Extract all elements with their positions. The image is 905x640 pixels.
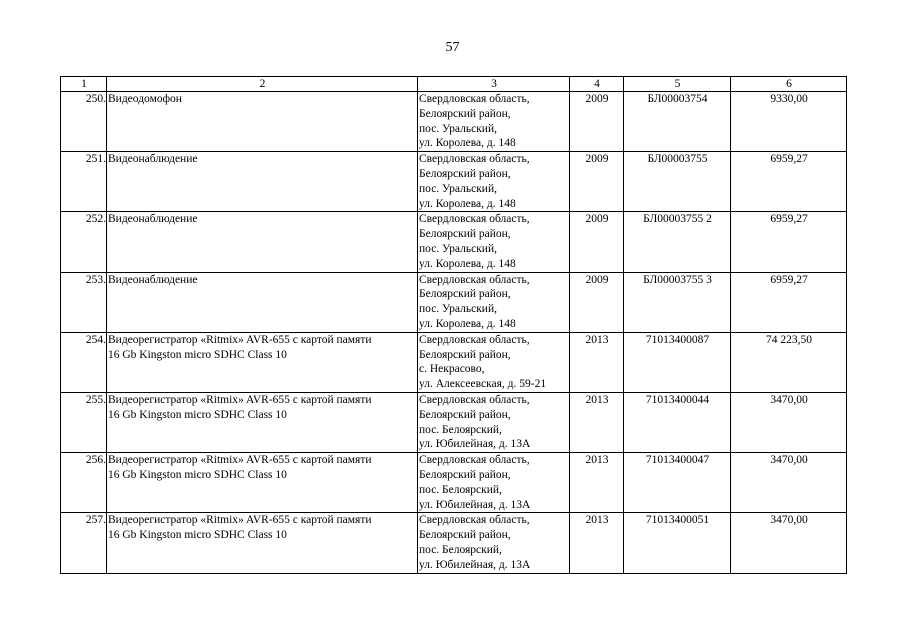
cost-cell: [731, 92, 847, 152]
item-name-cell: [107, 152, 418, 212]
year-cell: [570, 212, 624, 272]
item-name-cell: [107, 212, 418, 272]
table-row: [61, 332, 847, 392]
item-name-cell-text: 16 Gb Kingston micro SDHC Class 10: [108, 468, 287, 481]
address-cell-text: ул. Юбилейная, д. 13А: [419, 498, 531, 511]
address-cell-text: Свердловская область,: [419, 514, 530, 527]
year-cell-text: 2009: [585, 213, 609, 226]
item-name-cell: [107, 453, 418, 513]
cost-cell-text: 6959,27: [770, 153, 808, 166]
column-header: 5: [624, 77, 731, 92]
table-row: [61, 453, 847, 513]
address-cell-text: Свердловская область,: [419, 454, 530, 467]
cost-cell-text: 6959,27: [770, 273, 808, 286]
inventory-number-cell: [624, 92, 731, 152]
year-cell-text: 2013: [585, 514, 609, 527]
table-row: [61, 513, 847, 573]
row-number-cell: [61, 272, 107, 332]
address-cell-text: Белоярский район,: [419, 468, 511, 481]
row-number-cell-text: 250.: [85, 93, 106, 105]
item-name-cell-text: 16 Gb Kingston micro SDHC Class 10: [108, 408, 287, 421]
row-number-cell-text: 257.: [85, 514, 106, 527]
table-row: [61, 92, 847, 152]
header-row: [61, 77, 847, 92]
year-cell-text: 2009: [585, 273, 609, 286]
item-name-cell-text: Видеонаблюдение: [108, 213, 198, 226]
item-name-cell-text: Видеорегистратор «Ritmix» AVR-655 с картой памяти: [108, 393, 372, 406]
address-cell-text: Белоярский район,: [419, 529, 511, 542]
cost-cell: [731, 152, 847, 212]
inventory-number-cell-text: 71013400051: [645, 514, 710, 527]
address-cell-text: с. Некрасово,: [419, 363, 485, 376]
address-cell-text: ул. Алексеевская, д. 59-21: [419, 378, 547, 391]
row-number-cell-text: 253.: [85, 273, 106, 286]
year-cell: [570, 332, 624, 392]
row-number-cell: [61, 332, 107, 392]
address-cell-text: ул. Королева, д. 148: [419, 317, 516, 330]
item-name-cell-text: 16 Gb Kingston micro SDHC Class 10: [108, 348, 287, 361]
table-row: [61, 392, 847, 452]
address-cell-text: пос. Уральский,: [419, 242, 497, 255]
column-header: 4: [570, 77, 624, 92]
inventory-number-cell: [624, 152, 731, 212]
address-cell: [418, 513, 570, 573]
item-name-cell: [107, 513, 418, 573]
inventory-number-cell: [624, 453, 731, 513]
inventory-number-cell: [624, 272, 731, 332]
year-cell: [570, 152, 624, 212]
cost-cell-text: 3470,00: [770, 454, 808, 467]
inventory-number-cell: [624, 332, 731, 392]
address-cell-text: пос. Уральский,: [419, 303, 497, 316]
inventory-number-cell-text: БЛ00003755 2: [643, 213, 712, 226]
address-cell-text: пос. Уральский,: [419, 182, 497, 195]
cost-cell-text: 3470,00: [770, 393, 808, 406]
address-cell: [418, 212, 570, 272]
year-cell: [570, 513, 624, 573]
year-cell-text: 2013: [585, 333, 609, 346]
item-name-cell-text: Видеодомофон: [108, 93, 182, 105]
year-cell-text: 2009: [585, 93, 609, 105]
address-cell-text: Белоярский район,: [419, 348, 511, 361]
row-number-cell: [61, 92, 107, 152]
column-header: 1: [61, 77, 107, 92]
cost-cell-text: 74 223,50: [766, 333, 812, 346]
address-cell-text: ул. Королева, д. 148: [419, 137, 516, 150]
page-number: 57: [445, 40, 460, 55]
item-name-cell-text: Видеонаблюдение: [108, 273, 198, 286]
address-cell: [418, 92, 570, 152]
year-cell: [570, 453, 624, 513]
row-number-cell: [61, 212, 107, 272]
address-cell: [418, 453, 570, 513]
row-number-cell-text: 252.: [85, 213, 106, 226]
inventory-number-cell-text: 71013400087: [645, 333, 710, 346]
column-header: 6: [731, 77, 847, 92]
table-row: [61, 152, 847, 212]
inventory-number-cell-text: 71013400044: [645, 393, 710, 406]
address-cell-text: ул. Королева, д. 148: [419, 197, 516, 210]
table-row: [61, 272, 847, 332]
row-number-cell-text: 255.: [85, 393, 106, 406]
item-name-cell-text: 16 Gb Kingston micro SDHC Class 10: [108, 529, 287, 542]
inventory-number-cell-text: БЛ00003754: [647, 93, 708, 105]
address-cell-text: Белоярский район,: [419, 107, 511, 120]
address-cell-text: Свердловская область,: [419, 213, 530, 226]
inventory-number-cell-text: 71013400047: [645, 454, 710, 467]
inventory-number-cell-text: БЛ00003755 3: [643, 273, 712, 286]
table-row: [61, 212, 847, 272]
address-cell-text: Свердловская область,: [419, 393, 530, 406]
item-name-cell: [107, 272, 418, 332]
address-cell-text: Белоярский район,: [419, 408, 511, 421]
address-cell-text: пос. Белоярский,: [419, 543, 502, 556]
inventory-number-cell: [624, 212, 731, 272]
row-number-cell: [61, 453, 107, 513]
cost-cell: [731, 332, 847, 392]
address-cell-text: ул. Юбилейная, д. 13А: [419, 438, 531, 451]
column-header: 2: [107, 77, 418, 92]
item-name-cell: [107, 392, 418, 452]
row-number-cell-text: 251.: [85, 153, 106, 166]
address-cell-text: Свердловская область,: [419, 273, 530, 286]
cost-cell: [731, 453, 847, 513]
address-cell: [418, 272, 570, 332]
row-number-cell: [61, 152, 107, 212]
inventory-number-cell: [624, 392, 731, 452]
address-cell-text: ул. Юбилейная, д. 13А: [419, 558, 531, 571]
row-number-cell-text: 256.: [85, 454, 106, 467]
year-cell: [570, 392, 624, 452]
cost-cell-text: 9330,00: [770, 93, 808, 105]
year-cell: [570, 272, 624, 332]
address-cell-text: Свердловская область,: [419, 333, 530, 346]
cost-cell: [731, 212, 847, 272]
item-name-cell-text: Видеорегистратор «Ritmix» AVR-655 с картой памяти: [108, 514, 372, 527]
item-name-cell-text: Видеонаблюдение: [108, 153, 198, 166]
address-cell: [418, 152, 570, 212]
row-number-cell: [61, 513, 107, 573]
address-cell-text: Белоярский район,: [419, 167, 511, 180]
row-number-cell-text: 254.: [85, 333, 106, 346]
item-name-cell: [107, 92, 418, 152]
address-cell-text: пос. Белоярский,: [419, 483, 502, 496]
address-cell-text: Белоярский район,: [419, 228, 511, 241]
address-cell-text: Белоярский район,: [419, 288, 511, 301]
cost-cell: [731, 513, 847, 573]
address-cell: [418, 392, 570, 452]
address-cell-text: Свердловская область,: [419, 153, 530, 166]
item-name-cell-text: Видеорегистратор «Ritmix» AVR-655 с картой памяти: [108, 333, 372, 346]
property-table: [60, 76, 847, 574]
row-number-cell: [61, 392, 107, 452]
year-cell-text: 2009: [585, 153, 609, 166]
cost-cell: [731, 392, 847, 452]
item-name-cell-text: Видеорегистратор «Ritmix» AVR-655 с картой памяти: [108, 454, 372, 467]
cost-cell-text: 3470,00: [770, 514, 808, 527]
inventory-number-cell: [624, 513, 731, 573]
cost-cell: [731, 272, 847, 332]
address-cell-text: ул. Королева, д. 148: [419, 257, 516, 270]
year-cell-text: 2013: [585, 454, 609, 467]
year-cell-text: 2013: [585, 393, 609, 406]
address-cell-text: пос. Уральский,: [419, 122, 497, 135]
address-cell-text: Свердловская область,: [419, 93, 530, 105]
item-name-cell: [107, 332, 418, 392]
address-cell-text: пос. Белоярский,: [419, 423, 502, 436]
column-header: 3: [418, 77, 570, 92]
year-cell: [570, 92, 624, 152]
inventory-number-cell-text: БЛ00003755: [647, 153, 708, 166]
cost-cell-text: 6959,27: [770, 213, 808, 226]
address-cell: [418, 332, 570, 392]
